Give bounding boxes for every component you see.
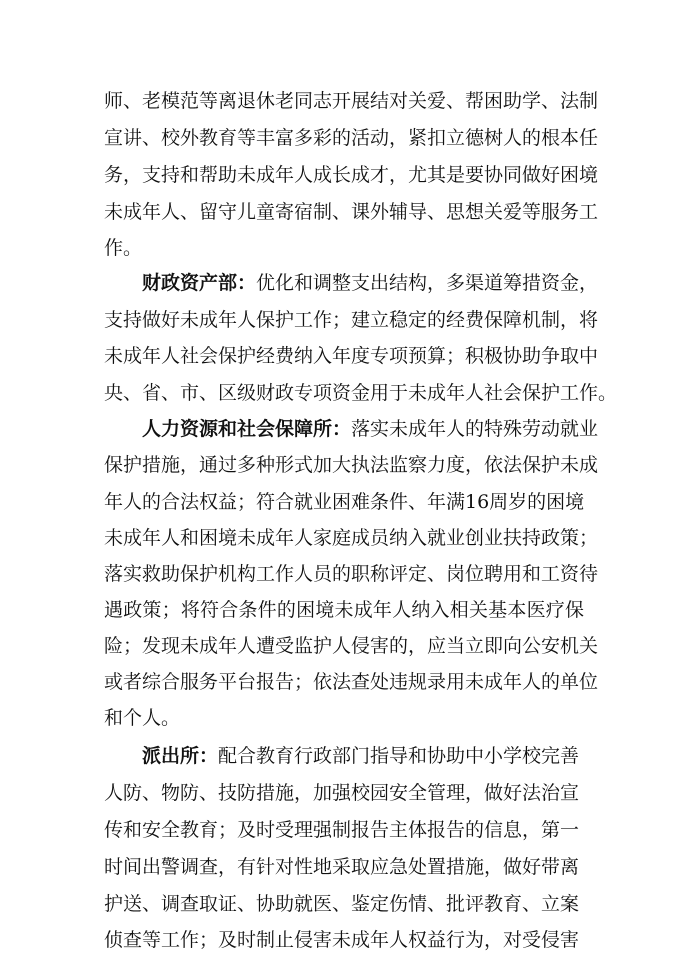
section-heading: 财政资产部： (142, 272, 257, 294)
text-line: 保护措施，通过多种形式加大执法监察力度，依法保护未成 (104, 454, 599, 476)
section-heading: 派出所： (142, 745, 219, 767)
text-line: 央、省、市、区级财政专项资金用于未成年人社会保护工作。 (104, 382, 618, 404)
paragraph-first-line (142, 741, 584, 771)
text-line: 年人的合法权益；符合就业困难条件、年满16周岁的困境 (104, 491, 585, 513)
text-line: 宣讲、校外教育等丰富多彩的活动，紧扣立德树人的根本任 (104, 127, 599, 149)
paragraph-first-line (142, 414, 599, 444)
text-line: 师、老模范等离退休老同志开展结对关爱、帮困助学、法制 (104, 90, 599, 112)
text-line: 险；发现未成年人遭受监护人侵害的，应当立即向公安机关 (104, 635, 599, 657)
text-line: 落实未成年人的特殊劳动就业 (351, 418, 599, 440)
text-line: 支持做好未成年人保护工作；建立稳定的经费保障机制，将 (104, 309, 599, 331)
text-line: 配合教育行政部门指导和协助中小学校完善 (218, 745, 580, 767)
text-line: 时间出警调查，有针对性地采取应急处置措施，做好带离 (104, 856, 580, 878)
section-heading: 人力资源和社会保障所： (142, 418, 352, 440)
text-line: 未成年人社会保护经费纳入年度专项预算；积极协助争取中 (104, 345, 599, 367)
text-line: 护送、调查取证、协助就医、鉴定伤情、批评教育、立案 (104, 893, 580, 915)
text-line: 遇政策；将符合条件的困境未成年人纳入相关基本医疗保 (104, 599, 584, 621)
text-line: 落实救助保护机构工作人员的职称评定、岗位聘用和工资待 (104, 563, 599, 585)
text-line: 作。 (104, 237, 143, 259)
text-line: 未成年人和困境未成年人家庭成员纳入就业创业扶持政策； (104, 527, 599, 549)
text-line: 人防、物防、技防措施，加强校园安全管理，做好法治宣 (104, 782, 580, 804)
text-line: 侦查等工作；及时制止侵害未成年人权益行为，对受侵害 (104, 929, 580, 951)
text-line: 未成年人、留守儿童寄宿制、课外辅导、思想关爱等服务工 (104, 201, 599, 223)
text-line: 务，支持和帮助未成年人成长成才，尤其是要协同做好困境 (104, 164, 599, 186)
text-line: 和个人。 (104, 707, 181, 729)
text-line: 优化和调整支出结构，多渠道筹措资金， (256, 272, 599, 294)
text-line: 传和安全教育；及时受理强制报告主体报告的信息，第一 (104, 819, 580, 841)
paragraph-first-line (142, 268, 599, 298)
text-line: 或者综合服务平台报告；依法查处违规录用未成年人的单位 (104, 671, 599, 693)
